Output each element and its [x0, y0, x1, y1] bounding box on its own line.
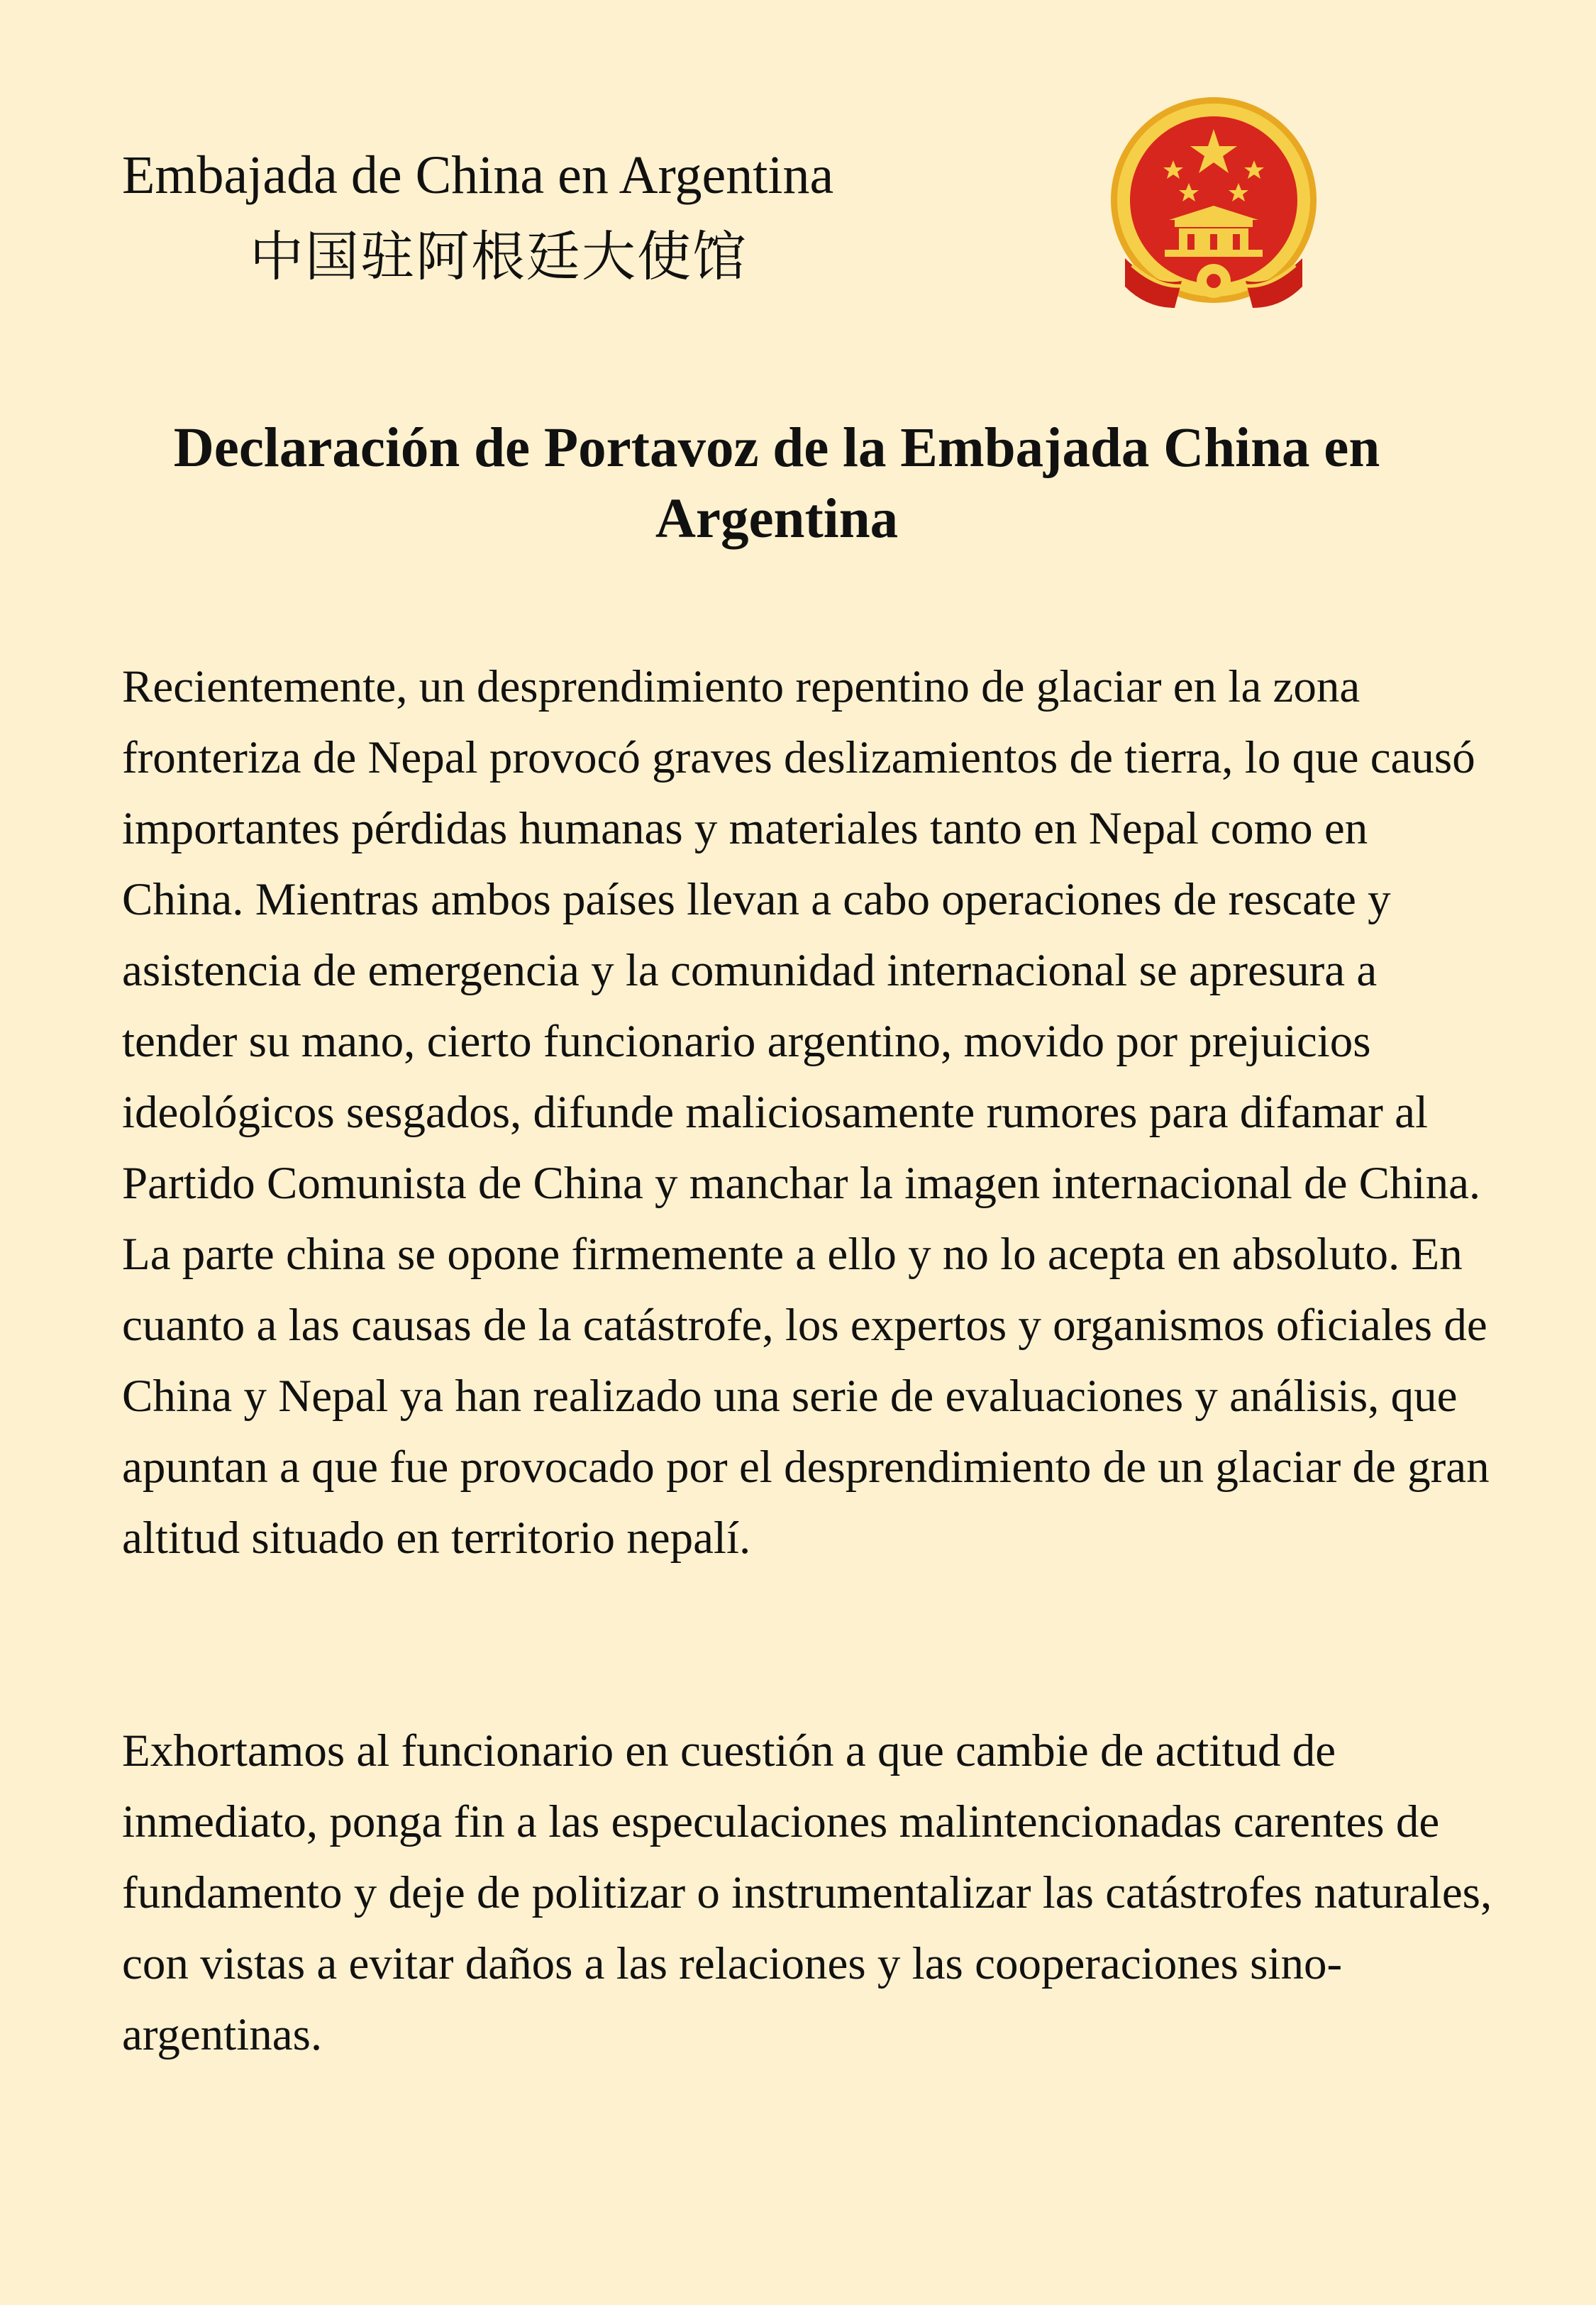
embassy-name-chinese: 中国驻阿根廷大使馆 — [250, 225, 748, 288]
statement-paragraph-2: Exhortamos al funcionario en cuestión a que cambie de actitud de inmediato, ponga fin a las especulaciones malintencionadas carentes de fundamento y deje de politizar o instrumentalizar las catástrofes naturales, con vistas a evitar daños a las relaciones y las cooperaciones sino-argentinas. — [122, 1725, 1492, 2060]
national-emblem-of-china-icon — [1104, 95, 1324, 319]
embassy-name-spanish: Embajada de China en Argentina — [122, 145, 834, 205]
statement-paragraph-1: Recientemente, un desprendimiento repentino de glaciar en la zona fronteriza de Nepal provocó graves deslizamientos de tierra, lo que causó importantes pérdidas humanas y materiales tanto en Nepal como en China. Mientras ambos países llevan a cabo operaciones de rescate y asistencia de emergencia y la comunidad internacional se apresura a tender su mano, cierto funcionario argentino, movido por prejuicios ideológicos sesgados, difunde maliciosamente rumores para difamar al Partido Comunista de China y manchar la imagen internacional de China. La parte china se opone firmemente a ello y no lo acepta en absoluto. En cuanto a las causas de la catástrofe, los expertos y organismos oficiales de China y Nepal ya han realizado una serie de evaluaciones y análisis, que apuntan a que fue provocado por el desprendimiento de un glaciar de gran altitud situado en territorio nepalí. — [122, 661, 1490, 1564]
statement-title: Declaración de Portavoz de la Embajada China en Argentina — [173, 417, 1380, 550]
